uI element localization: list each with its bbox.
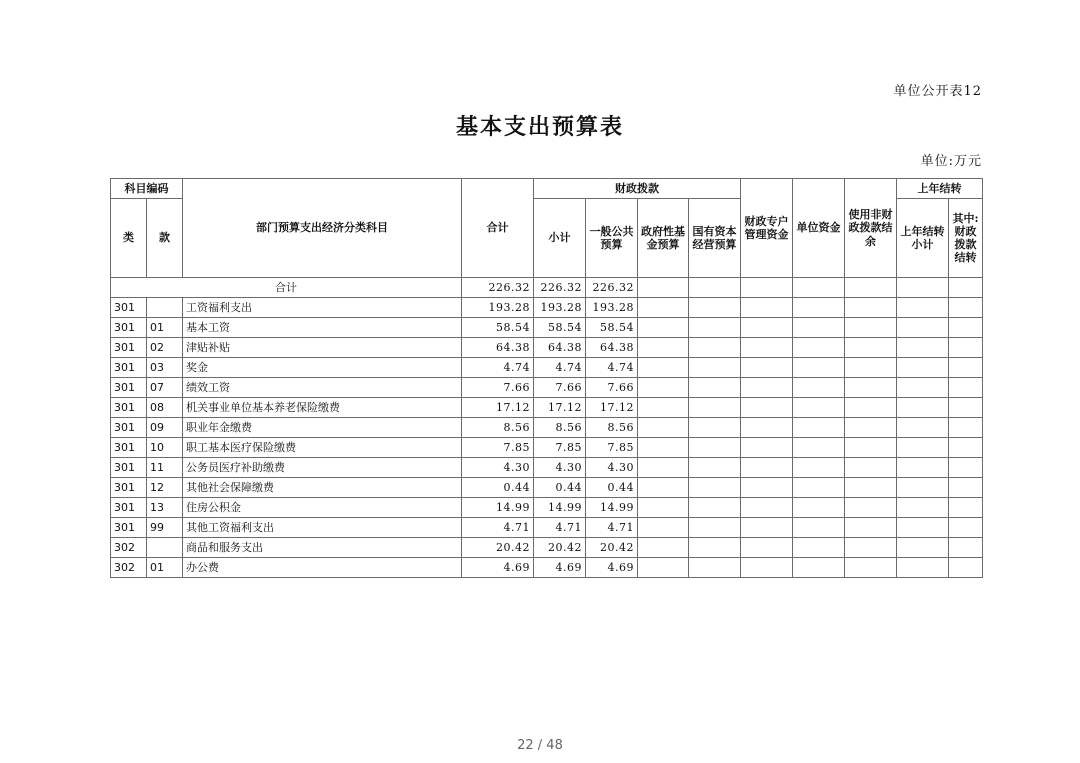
empty-cell xyxy=(638,398,689,418)
general-public-cell: 8.56 xyxy=(586,418,638,438)
empty-cell xyxy=(949,458,983,478)
empty-cell xyxy=(897,278,949,298)
empty-cell xyxy=(793,298,845,318)
total-cell: 58.54 xyxy=(462,318,534,338)
total-row-general: 226.32 xyxy=(586,278,638,298)
empty-cell xyxy=(741,298,793,318)
general-public-cell: 4.74 xyxy=(586,358,638,378)
header-carryover-subtotal: 上年结转小计 xyxy=(897,199,949,278)
subject-name-cell: 津贴补贴 xyxy=(183,338,462,358)
total-cell: 4.74 xyxy=(462,358,534,378)
subject-name-cell: 职业年金缴费 xyxy=(183,418,462,438)
empty-cell xyxy=(845,438,897,458)
empty-cell xyxy=(897,538,949,558)
empty-cell xyxy=(741,538,793,558)
item-code-cell xyxy=(147,538,183,558)
item-code-cell: 11 xyxy=(147,458,183,478)
empty-cell xyxy=(793,518,845,538)
empty-cell xyxy=(741,478,793,498)
item-code-cell: 08 xyxy=(147,398,183,418)
empty-cell xyxy=(689,398,741,418)
empty-cell xyxy=(897,418,949,438)
item-code-cell: 09 xyxy=(147,418,183,438)
total-cell: 193.28 xyxy=(462,298,534,318)
empty-cell xyxy=(949,358,983,378)
table-row xyxy=(111,458,983,478)
header-dept-subject: 部门预算支出经济分类科目 xyxy=(183,179,462,278)
empty-cell xyxy=(689,518,741,538)
empty-cell xyxy=(638,318,689,338)
empty-cell xyxy=(689,498,741,518)
empty-cell xyxy=(689,338,741,358)
empty-cell xyxy=(897,458,949,478)
total-cell: 4.71 xyxy=(462,518,534,538)
header-subtotal: 小计 xyxy=(534,199,586,278)
empty-cell xyxy=(793,338,845,358)
general-public-cell: 4.71 xyxy=(586,518,638,538)
empty-cell xyxy=(638,338,689,358)
empty-cell xyxy=(949,418,983,438)
empty-cell xyxy=(793,558,845,578)
empty-cell xyxy=(689,418,741,438)
empty-cell xyxy=(689,558,741,578)
item-code-cell: 99 xyxy=(147,518,183,538)
total-cell: 7.85 xyxy=(462,438,534,458)
general-public-cell: 7.85 xyxy=(586,438,638,458)
table-row xyxy=(111,538,983,558)
empty-cell xyxy=(897,318,949,338)
empty-cell xyxy=(897,358,949,378)
table-row xyxy=(111,358,983,378)
empty-cell xyxy=(793,278,845,298)
empty-cell xyxy=(845,458,897,478)
subtotal-cell: 58.54 xyxy=(534,318,586,338)
empty-cell xyxy=(897,478,949,498)
item-code-cell: 02 xyxy=(147,338,183,358)
empty-cell xyxy=(845,338,897,358)
empty-cell xyxy=(949,398,983,418)
empty-cell xyxy=(949,338,983,358)
subject-name-cell: 其他工资福利支出 xyxy=(183,518,462,538)
table-row xyxy=(111,438,983,458)
general-public-cell: 20.42 xyxy=(586,538,638,558)
category-code-cell: 301 xyxy=(111,358,147,378)
empty-cell xyxy=(741,358,793,378)
subtotal-cell: 7.85 xyxy=(534,438,586,458)
subject-name-cell: 基本工资 xyxy=(183,318,462,338)
empty-cell xyxy=(689,298,741,318)
total-cell: 4.30 xyxy=(462,458,534,478)
document-code: 单位公开表12 xyxy=(893,84,982,99)
subtotal-cell: 193.28 xyxy=(534,298,586,318)
empty-cell xyxy=(638,278,689,298)
header-unit-fund: 单位资金 xyxy=(793,179,845,278)
subtotal-cell: 8.56 xyxy=(534,418,586,438)
item-code-cell: 07 xyxy=(147,378,183,398)
item-code-cell: 13 xyxy=(147,498,183,518)
page-title: 基本支出预算表 xyxy=(455,114,624,140)
table-row xyxy=(111,378,983,398)
empty-cell xyxy=(638,498,689,518)
budget-table xyxy=(110,178,983,578)
category-code-cell: 301 xyxy=(111,438,147,458)
empty-cell xyxy=(638,298,689,318)
empty-cell xyxy=(949,538,983,558)
empty-cell xyxy=(949,298,983,318)
empty-cell xyxy=(845,498,897,518)
general-public-cell: 193.28 xyxy=(586,298,638,318)
header-general-public: 一般公共预算 xyxy=(586,199,638,278)
empty-cell xyxy=(897,518,949,538)
general-public-cell: 0.44 xyxy=(586,478,638,498)
item-code-cell: 10 xyxy=(147,438,183,458)
empty-cell xyxy=(638,358,689,378)
empty-cell xyxy=(845,378,897,398)
empty-cell xyxy=(638,438,689,458)
empty-cell xyxy=(638,458,689,478)
empty-cell xyxy=(689,358,741,378)
item-code-cell: 01 xyxy=(147,318,183,338)
unit-label: 单位:万元 xyxy=(920,154,982,169)
empty-cell xyxy=(638,478,689,498)
empty-cell xyxy=(793,478,845,498)
empty-cell xyxy=(793,318,845,338)
subtotal-cell: 17.12 xyxy=(534,398,586,418)
total-row-total: 226.32 xyxy=(462,278,534,298)
empty-cell xyxy=(949,438,983,458)
table-row xyxy=(111,518,983,538)
category-code-cell: 301 xyxy=(111,518,147,538)
empty-cell xyxy=(638,538,689,558)
header-category: 类 xyxy=(111,199,147,278)
empty-cell xyxy=(949,558,983,578)
category-code-cell: 301 xyxy=(111,298,147,318)
empty-cell xyxy=(949,378,983,398)
item-code-cell: 12 xyxy=(147,478,183,498)
empty-cell xyxy=(741,458,793,478)
category-code-cell: 301 xyxy=(111,378,147,398)
empty-cell xyxy=(793,458,845,478)
table-row xyxy=(111,318,983,338)
empty-cell xyxy=(741,318,793,338)
header-of-which-fiscal: 其中:财政拨款结转 xyxy=(949,199,983,278)
empty-cell xyxy=(949,318,983,338)
subject-name-cell: 工资福利支出 xyxy=(183,298,462,318)
subject-name-cell: 机关事业单位基本养老保险缴费 xyxy=(183,398,462,418)
empty-cell xyxy=(741,418,793,438)
item-code-cell xyxy=(147,298,183,318)
general-public-cell: 7.66 xyxy=(586,378,638,398)
empty-cell xyxy=(897,558,949,578)
empty-cell xyxy=(741,518,793,538)
header-subject-code: 科目编码 xyxy=(111,179,183,199)
total-row-label: 合计 xyxy=(111,278,462,298)
subtotal-cell: 20.42 xyxy=(534,538,586,558)
total-row xyxy=(111,278,983,298)
empty-cell xyxy=(741,558,793,578)
total-cell: 4.69 xyxy=(462,558,534,578)
empty-cell xyxy=(689,478,741,498)
empty-cell xyxy=(741,398,793,418)
empty-cell xyxy=(689,378,741,398)
empty-cell xyxy=(845,298,897,318)
empty-cell xyxy=(845,478,897,498)
total-cell: 8.56 xyxy=(462,418,534,438)
empty-cell xyxy=(793,398,845,418)
subject-name-cell: 绩效工资 xyxy=(183,378,462,398)
empty-cell xyxy=(897,398,949,418)
item-code-cell: 01 xyxy=(147,558,183,578)
table-row xyxy=(111,398,983,418)
item-code-cell: 03 xyxy=(147,358,183,378)
header-special-account: 财政专户管理资金 xyxy=(741,179,793,278)
subtotal-cell: 7.66 xyxy=(534,378,586,398)
table-row xyxy=(111,478,983,498)
category-code-cell: 301 xyxy=(111,318,147,338)
subject-name-cell: 住房公积金 xyxy=(183,498,462,518)
empty-cell xyxy=(793,438,845,458)
empty-cell xyxy=(845,358,897,378)
empty-cell xyxy=(897,338,949,358)
empty-cell xyxy=(949,478,983,498)
empty-cell xyxy=(638,558,689,578)
empty-cell xyxy=(741,498,793,518)
empty-cell xyxy=(741,378,793,398)
empty-cell xyxy=(897,498,949,518)
empty-cell xyxy=(949,498,983,518)
header-gov-fund: 政府性基金预算 xyxy=(638,199,689,278)
category-code-cell: 302 xyxy=(111,538,147,558)
total-cell: 7.66 xyxy=(462,378,534,398)
general-public-cell: 17.12 xyxy=(586,398,638,418)
empty-cell xyxy=(845,398,897,418)
empty-cell xyxy=(793,498,845,518)
header-item: 款 xyxy=(147,199,183,278)
empty-cell xyxy=(638,418,689,438)
subject-name-cell: 办公费 xyxy=(183,558,462,578)
header-non-fiscal-balance: 使用非财政拨款结余 xyxy=(845,179,897,278)
empty-cell xyxy=(741,438,793,458)
empty-cell xyxy=(845,318,897,338)
empty-cell xyxy=(897,298,949,318)
subject-name-cell: 公务员医疗补助缴费 xyxy=(183,458,462,478)
total-cell: 0.44 xyxy=(462,478,534,498)
subject-name-cell: 商品和服务支出 xyxy=(183,538,462,558)
empty-cell xyxy=(949,518,983,538)
category-code-cell: 301 xyxy=(111,418,147,438)
empty-cell xyxy=(638,378,689,398)
category-code-cell: 301 xyxy=(111,398,147,418)
subtotal-cell: 4.30 xyxy=(534,458,586,478)
empty-cell xyxy=(793,378,845,398)
subtotal-cell: 4.71 xyxy=(534,518,586,538)
general-public-cell: 4.30 xyxy=(586,458,638,478)
empty-cell xyxy=(793,358,845,378)
empty-cell xyxy=(689,318,741,338)
empty-cell xyxy=(638,518,689,538)
empty-cell xyxy=(845,518,897,538)
category-code-cell: 301 xyxy=(111,478,147,498)
category-code-cell: 301 xyxy=(111,458,147,478)
empty-cell xyxy=(897,378,949,398)
empty-cell xyxy=(689,278,741,298)
category-code-cell: 302 xyxy=(111,558,147,578)
subject-name-cell: 职工基本医疗保险缴费 xyxy=(183,438,462,458)
general-public-cell: 14.99 xyxy=(586,498,638,518)
general-public-cell: 58.54 xyxy=(586,318,638,338)
table-row xyxy=(111,418,983,438)
header-carryover: 上年结转 xyxy=(897,179,983,199)
empty-cell xyxy=(793,538,845,558)
subject-name-cell: 其他社会保障缴费 xyxy=(183,478,462,498)
table-row xyxy=(111,498,983,518)
total-cell: 17.12 xyxy=(462,398,534,418)
subtotal-cell: 0.44 xyxy=(534,478,586,498)
empty-cell xyxy=(689,538,741,558)
empty-cell xyxy=(741,278,793,298)
general-public-cell: 64.38 xyxy=(586,338,638,358)
empty-cell xyxy=(845,418,897,438)
general-public-cell: 4.69 xyxy=(586,558,638,578)
empty-cell xyxy=(741,338,793,358)
subtotal-cell: 14.99 xyxy=(534,498,586,518)
empty-cell xyxy=(845,538,897,558)
page-indicator: 22 / 48 xyxy=(517,738,563,753)
empty-cell xyxy=(897,438,949,458)
table-row xyxy=(111,558,983,578)
table-row xyxy=(111,338,983,358)
empty-cell xyxy=(845,558,897,578)
subtotal-cell: 4.74 xyxy=(534,358,586,378)
header-state-capital: 国有资本经营预算 xyxy=(689,199,741,278)
subject-name-cell: 奖金 xyxy=(183,358,462,378)
empty-cell xyxy=(689,458,741,478)
total-cell: 14.99 xyxy=(462,498,534,518)
empty-cell xyxy=(689,438,741,458)
header-fiscal-allocation: 财政拨款 xyxy=(534,179,741,199)
empty-cell xyxy=(949,278,983,298)
total-cell: 20.42 xyxy=(462,538,534,558)
total-cell: 64.38 xyxy=(462,338,534,358)
header-total: 合计 xyxy=(462,179,534,278)
category-code-cell: 301 xyxy=(111,498,147,518)
table-row xyxy=(111,298,983,318)
empty-cell xyxy=(793,418,845,438)
subtotal-cell: 64.38 xyxy=(534,338,586,358)
total-row-subtotal: 226.32 xyxy=(534,278,586,298)
category-code-cell: 301 xyxy=(111,338,147,358)
empty-cell xyxy=(845,278,897,298)
subtotal-cell: 4.69 xyxy=(534,558,586,578)
